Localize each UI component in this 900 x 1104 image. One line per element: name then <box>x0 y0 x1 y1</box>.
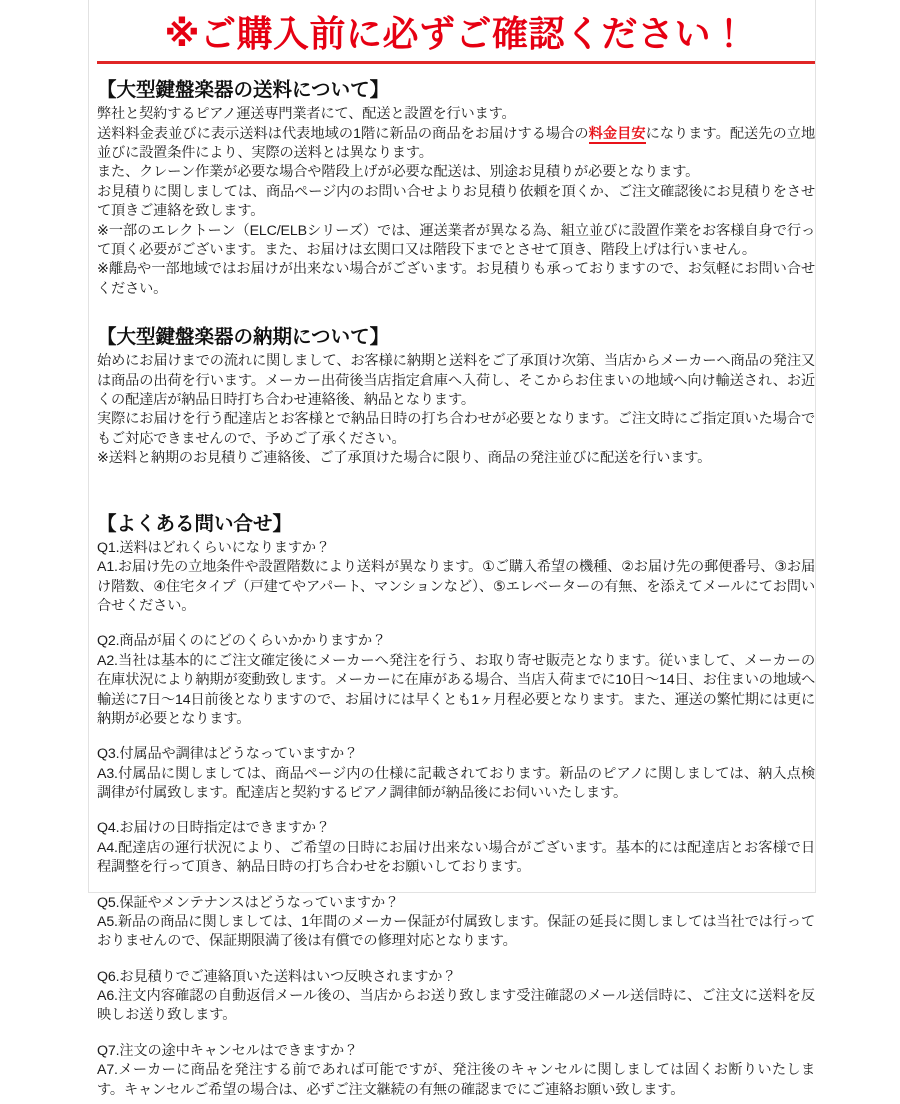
shipping-paragraph-2 <box>97 125 815 164</box>
fee-estimate-highlight: 料金目安 <box>588 125 646 142</box>
faq-question: Q4.お届けの日時指定はできますか？ <box>97 820 330 837</box>
leadtime-paragraph-2: 実際にお届けを行う配達店とお客様とで納品日時の打ち合わせが必要となります。ご注文時にご指定頂いた場合でもご対応できませんので、予めご了承ください。 <box>97 411 815 447</box>
shipping-p2-text-before: 送料料金表並びに表示送料は代表地域の1階に新品の商品をお届けする場合の <box>97 125 589 142</box>
section-heading-shipping: 【大型鍵盤楽器の送料について】 <box>97 78 390 101</box>
faq-item-1 <box>97 539 815 617</box>
section-heading-faq: 【よくある問い合せ】 <box>97 512 293 535</box>
faq-question: Q3.付属品や調律はどうなっていますか？ <box>97 746 359 763</box>
faq-item-7 <box>97 1042 815 1100</box>
faq-question: Q5.保証やメンテナンスはどうなっていますか？ <box>97 894 400 911</box>
spacer-after-leadtime <box>97 473 815 510</box>
faq-item-4 <box>97 819 815 877</box>
faq-spacer <box>97 616 815 632</box>
section-heading-leadtime: 【大型鍵盤楽器の納期について】 <box>97 326 390 348</box>
section-shipping <box>97 78 815 299</box>
title-underline-rule <box>97 61 815 64</box>
shipping-paragraph-1: 弊社と契約するピアノ運送専門業者にて、配送と設置を行います。 <box>97 106 516 123</box>
faq-spacer <box>97 878 815 894</box>
faq-question: Q2.商品が届くのにどのくらいかかりますか？ <box>97 633 387 650</box>
shipping-paragraph-6: ※離島や一部地域ではお届けが出来ない場合がございます。お見積りも承っておりますので、お気軽にお問い合せください。 <box>97 261 815 297</box>
faq-question: Q1.送料はどれくらいになりますか？ <box>97 539 330 556</box>
faq-item-6 <box>97 968 815 1026</box>
faq-item-5 <box>97 894 815 952</box>
faq-spacer <box>97 1026 815 1042</box>
faq-spacer <box>97 803 815 819</box>
shipping-p2-text-after: になります。配送先の立地並びに設置条件により、実際の送料とは異なります。 <box>97 125 815 161</box>
faq-answer: A2.当社は基本的にご注文確定後にメーカーへ発注を行う、お取り寄せ販売となります。従いまして、メーカーの在庫状況により納期が変動致します。メーカーに在庫がある場合、当店入荷までに10日～14日、お住まいの地域へ輸送に7日～14日前後となりますので、お届けには早くとも1ヶ月程必要となります。また、運送の繁忙期には更に納期が必要となります。 <box>97 652 815 727</box>
faq-answer: A7.メーカーに商品を発注する前であれば可能ですが、発注後のキャンセルに関しましては固くお断りいたします。キャンセルご希望の場合は、必ずご注文継続の有無の確認までにご連絡お願い致します。 <box>97 1062 815 1098</box>
faq-item-3 <box>97 745 815 803</box>
document-content <box>97 0 815 1104</box>
faq-question: Q7.注文の途中キャンセルはできますか？ <box>97 1042 359 1059</box>
spacer-after-shipping <box>97 303 815 325</box>
section-leadtime <box>97 325 815 469</box>
leadtime-paragraph-1: 始めにお届けまでの流れに関しまして、お客様に納期と送料をご了承頂け次第、当店からメーカーへ商品の発注又は商品の出荷を行います。メーカー出荷後当店指定倉庫へ入荷し、そこからお住まいの地域へ向け輸送され、お近くの配達店が納品日時打ち合わせ連絡後、納品となります。 <box>97 353 815 409</box>
shipping-paragraph-3: また、クレーン作業が必要な場合や階段上げが必要な配送は、別途お見積りが必要となります。 <box>97 164 700 181</box>
faq-answer: A3.付属品に関しましては、商品ページ内の仕様に記載されております。新品のピアノに関しましては、納入点検調律が付属致します。配達店と契約するピアノ調律師が納品後にお伺いいたします。 <box>97 765 815 802</box>
page-title: ※ご購入前に必ずご確認ください！ <box>164 13 748 54</box>
shipping-paragraph-4: お見積りに関しましては、商品ページ内のお問い合せよりお見積り依頼を頂くか、ご注文確認後にお見積りをさせて頂きご連絡を致します。 <box>97 183 815 220</box>
faq-answer: A1.お届け先の立地条件や設置階数により送料が異なります。①ご購入希望の機種、②お届け先の郵便番号、③お届け階数、④住宅タイプ（戸建てやアパート、マンションなど）、⑤エレベーターの有無、を添えてメールにてお問い合せください。 <box>97 559 815 615</box>
faq-spacer <box>97 952 815 968</box>
faq-answer: A6.注文内容確認の自動返信メール後の、当店からお送り致します受注確認のメール送信時に、ご注文に送料を反映しお送り致します。 <box>97 988 815 1024</box>
faq-question: Q6.お見積りでご連絡頂いた送料はいつ反映されますか？ <box>97 968 457 985</box>
section-faq <box>97 512 815 1100</box>
faq-item-2 <box>97 632 815 729</box>
shipping-paragraph-5: ※一部のエレクトーン（ELC/ELBシリーズ）では、運送業者が異なる為、組立並びに設置作業をお客様自身で行って頂く必要がございます。また、お届けは玄関口又は階段下までとさせて頂き、階段上げは行いません。 <box>97 222 815 258</box>
faq-answer: A4.配達店の運行状況により、ご希望の日時にお届け出来ない場合がございます。基本的には配達店とお客様で日程調整を行って頂き、納品日時の打ち合わせをお願いしております。 <box>97 839 815 876</box>
faq-spacer <box>97 729 815 745</box>
faq-answer: A5.新品の商品に関しましては、1年間のメーカー保証が付属致します。保証の延長に関しましては当社では行っておりませんので、保証期限満了後は有償での修理対応となります。 <box>97 913 815 950</box>
leadtime-paragraph-3: ※送料と納期のお見積りご連絡後、ご了承頂けた場合に限り、商品の発注並びに配送を行います。 <box>97 450 712 467</box>
